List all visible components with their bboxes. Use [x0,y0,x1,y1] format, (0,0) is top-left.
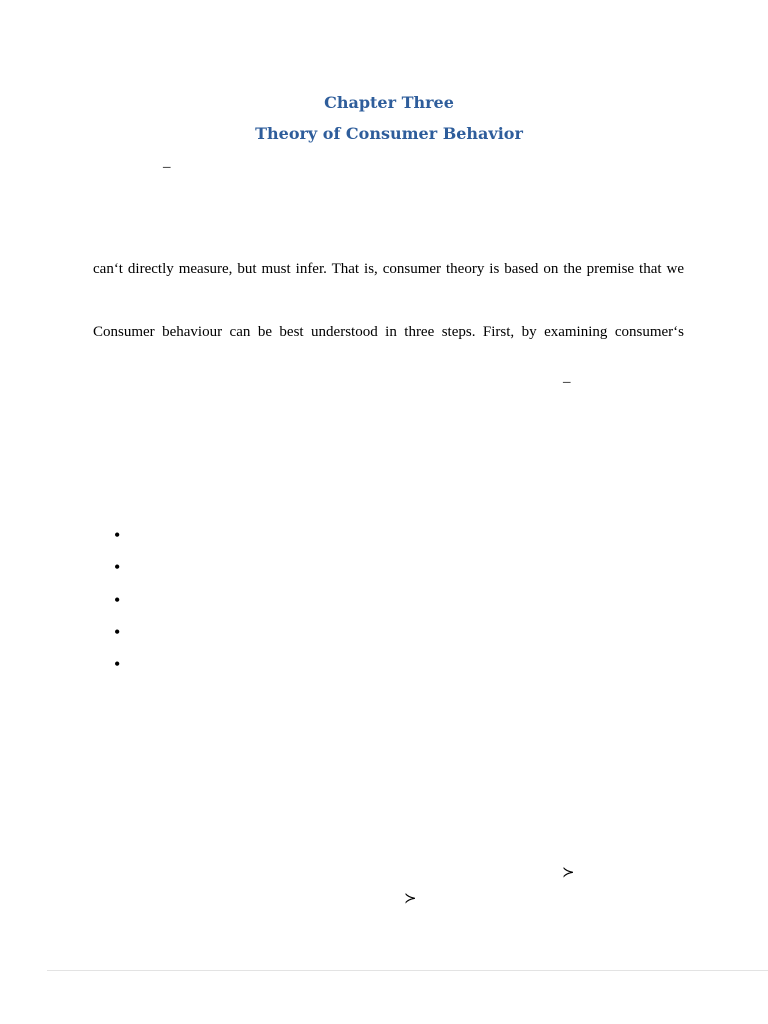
bullet-point: • [114,590,121,610]
bullet-point: • [114,557,121,577]
dash-mark: – [563,374,571,390]
arrow-mark: ≻ [562,865,575,881]
paragraph-line: Consumer behaviour can be best understood in three steps. First, by examining consumer‘s [93,324,684,340]
chapter-title: Chapter Three [324,93,454,112]
arrow-mark: ≻ [404,891,417,907]
dash-mark: – [163,159,171,175]
bullet-point: • [114,654,121,674]
paragraph-line: can‘t directly measure, but must infer. That is, consumer theory is based on the premise that we [93,261,684,277]
page-divider [47,970,768,971]
bullet-point: • [114,622,121,642]
chapter-subtitle: Theory of Consumer Behavior [255,124,523,143]
bullet-point: • [114,525,121,545]
